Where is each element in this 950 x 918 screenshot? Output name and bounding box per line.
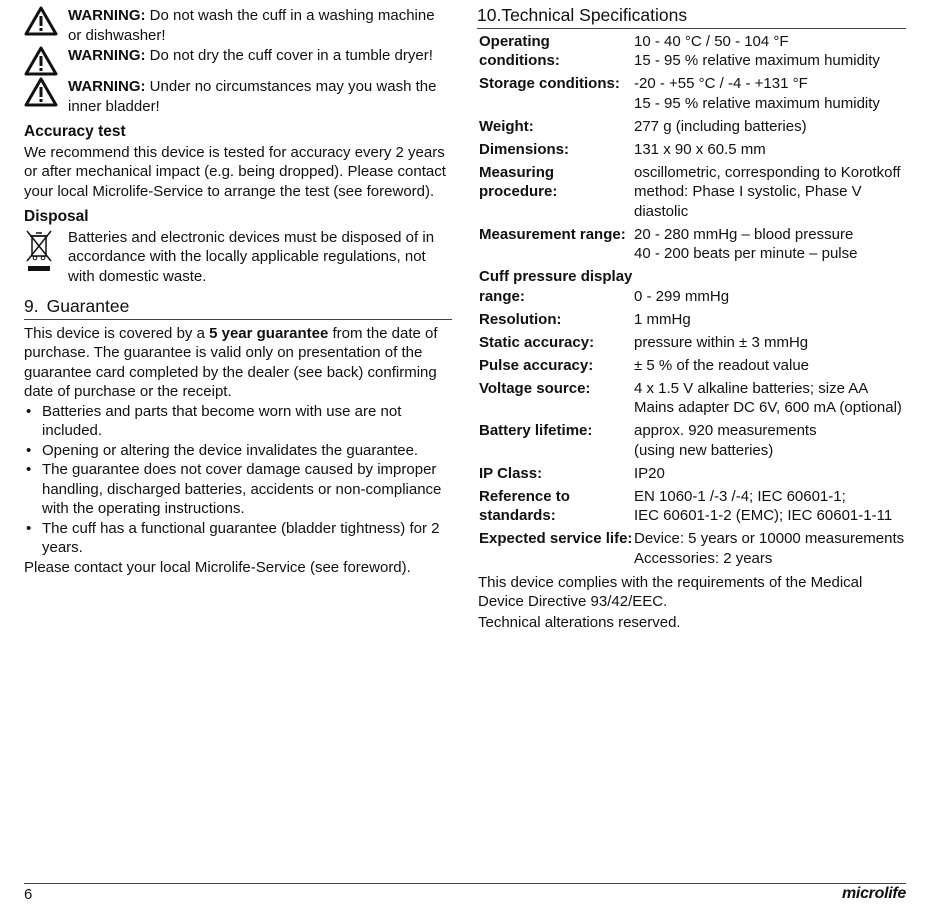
spec-label: Pulse accuracy: xyxy=(479,356,594,374)
spec-label: Battery lifetime: xyxy=(479,422,593,439)
spec-label: Resolution: xyxy=(479,310,562,328)
spec-row xyxy=(477,356,906,379)
spec-value-line: method: Phase I systolic, Phase V diastolic xyxy=(634,183,862,220)
spec-value-line: EN 1060-1 /-3 /-4; IEC 60601-1; xyxy=(634,487,846,505)
warning-message: Do not wash the cuff in a washing machine or dishwasher! xyxy=(68,7,435,44)
spec-value xyxy=(634,74,906,117)
spec-row xyxy=(477,117,906,140)
spec-row xyxy=(477,464,906,487)
spec-value-line: 131 x 90 x 60.5 mm xyxy=(634,140,766,158)
spec-row xyxy=(477,487,906,530)
spec-value xyxy=(634,333,906,356)
spec-label: Storage conditions: xyxy=(479,75,620,92)
warning-triangle-icon xyxy=(24,77,58,107)
spec-value-line: 0 - 299 mmHg xyxy=(634,287,730,305)
spec-value xyxy=(634,487,906,530)
spec-value xyxy=(634,225,906,268)
spec-value-line: (using new batteries) xyxy=(634,441,774,459)
intro-bold: 5 year guarantee xyxy=(209,324,329,342)
spec-value xyxy=(634,310,906,333)
disposal-heading: Disposal xyxy=(24,208,89,225)
section-title: Technical Specifications xyxy=(501,5,688,25)
spec-label: IP Class: xyxy=(479,464,543,482)
spec-row xyxy=(477,310,906,333)
list-item: • The cuff has a functional guarantee (bladder tightness) for 2 years. xyxy=(24,519,452,558)
accuracy-heading: Accuracy test xyxy=(24,123,126,140)
spec-value-line: 40 - 200 beats per minute – pulse xyxy=(634,245,858,262)
warning-1 xyxy=(24,6,452,45)
spec-row xyxy=(477,163,906,225)
crossed-out-bin-icon xyxy=(24,228,54,276)
warning-label: WARNING: xyxy=(68,7,146,24)
warning-label: WARNING: xyxy=(68,78,146,95)
spec-row xyxy=(477,32,906,75)
spec-value-line: ± 5 % of the readout value xyxy=(634,356,810,374)
spec-row xyxy=(477,421,906,464)
section-number: 10. xyxy=(477,5,502,25)
footer-divider xyxy=(24,883,906,884)
spec-value xyxy=(634,464,906,487)
warning-text xyxy=(68,77,452,116)
spec-row xyxy=(477,225,906,268)
spec-value-line: pressure within ± 3 mmHg xyxy=(634,333,809,351)
specs-title xyxy=(477,6,906,29)
spec-value-line: Accessories: 2 years xyxy=(634,549,773,567)
spec-label: Static accuracy: xyxy=(479,333,595,351)
intro-text: This device is covered by a xyxy=(24,324,210,342)
warning-text xyxy=(68,46,452,66)
spec-value xyxy=(634,421,906,464)
spec-label: Cuff pressure display range: xyxy=(479,268,633,305)
specs-table xyxy=(477,32,906,572)
warning-message: Do not dry the cuff cover in a tumble dryer! xyxy=(149,47,433,64)
warning-label: WARNING: xyxy=(68,47,146,64)
spec-row xyxy=(477,333,906,356)
warning-triangle-icon xyxy=(24,46,58,76)
spec-label: Dimensions: xyxy=(479,140,570,158)
guarantee-title xyxy=(24,297,452,320)
spec-value-line: -20 - +55 °C / -4 - +131 °F xyxy=(634,75,808,92)
compliance-text: This device complies with the requirements of the Medical Device Directive 93/42/EEC. xyxy=(478,573,863,610)
spec-value-line: oscillometric, corresponding to Korotkoff xyxy=(634,163,901,181)
brand-logo: microlife xyxy=(842,885,906,902)
spec-value-line xyxy=(634,267,906,287)
spec-label: Measuring procedure: xyxy=(479,163,558,200)
section-title: Guarantee xyxy=(46,296,130,316)
spec-value-line: 15 - 95 % relative maximum humidity xyxy=(634,94,880,112)
page-number: 6 xyxy=(24,886,33,903)
spec-value xyxy=(634,379,906,422)
spec-value xyxy=(634,163,906,225)
guarantee-section xyxy=(24,297,452,577)
section-number: 9. xyxy=(24,296,39,316)
spec-value-line: Device: 5 years or 10000 measurements xyxy=(634,530,905,547)
warning-text xyxy=(68,6,452,45)
warning-3 xyxy=(24,77,452,116)
spec-row xyxy=(477,74,906,117)
spec-value-line: 20 - 280 mmHg – blood pressure xyxy=(634,225,854,243)
spec-value xyxy=(634,267,906,310)
spec-value-line: approx. 920 measurements xyxy=(634,422,817,439)
guarantee-intro xyxy=(24,324,452,402)
spec-label: Measurement range: xyxy=(479,225,626,243)
spec-label: Operating conditions: xyxy=(479,32,560,69)
left-column xyxy=(24,6,452,577)
right-column xyxy=(477,6,906,632)
warning-message: Under no circumstances may you wash the inner bladder! xyxy=(68,78,437,115)
warning-2 xyxy=(24,46,452,76)
spec-value-line: 10 - 40 °C / 50 - 104 °F xyxy=(634,32,789,50)
guarantee-list xyxy=(24,402,452,558)
spec-value xyxy=(634,356,906,379)
guarantee-closing: Please contact your local Microlife-Service (see foreword). xyxy=(24,558,411,576)
intro-text: from the date of purchase. The guarantee is valid only on presentation of the guarantee card completed by the dealer (see back) confirming date of purchase or the receipt. xyxy=(24,324,438,400)
spec-row xyxy=(477,267,906,310)
spec-value xyxy=(634,140,906,163)
guarantee-body xyxy=(24,324,452,578)
spec-value-line: IP20 xyxy=(634,464,665,482)
spec-value xyxy=(634,117,906,140)
spec-value xyxy=(634,32,906,75)
spec-label: Voltage source: xyxy=(479,379,591,397)
spec-row xyxy=(477,379,906,422)
spec-label: Weight: xyxy=(479,117,534,135)
spec-value-line: IEC 60601-1-2 (EMC); IEC 60601-1-11 xyxy=(634,507,893,524)
accuracy-text: We recommend this device is tested for accuracy every 2 years or after mechanical impact (e.g. being dropped). Please contact your local Microlife-Service to arrange the test (see foreword). xyxy=(24,143,446,200)
spec-value-line: 4 x 1.5 V alkaline batteries; size AA xyxy=(634,379,869,397)
spec-label: Reference to standards: xyxy=(479,487,570,524)
disposal-block xyxy=(24,228,452,287)
list-item: • Opening or altering the device invalidates the guarantee. xyxy=(24,441,452,461)
spec-value xyxy=(634,529,906,572)
spec-value-line: 1 mmHg xyxy=(634,310,691,328)
list-item: • The guarantee does not cover damage caused by improper handling, discharged batteries, accidents or non-compliance with the operating instructions. xyxy=(24,460,452,519)
warning-triangle-icon xyxy=(24,6,58,36)
spec-value-line: 277 g (including batteries) xyxy=(634,117,807,135)
spec-label: Expected service life: xyxy=(479,530,633,547)
spec-row xyxy=(477,140,906,163)
disposal-text: Batteries and electronic devices must be disposed of in accordance with the locally applicable regulations, not with domestic waste. xyxy=(68,228,435,285)
spec-row xyxy=(477,529,906,572)
list-item: • Batteries and parts that become worn with use are not included. xyxy=(24,402,452,441)
spec-value-line: 15 - 95 % relative maximum humidity xyxy=(634,52,880,69)
spec-value-line: Mains adapter DC 6V, 600 mA (optional) xyxy=(634,399,902,416)
alterations-text: Technical alterations reserved. xyxy=(478,613,681,631)
